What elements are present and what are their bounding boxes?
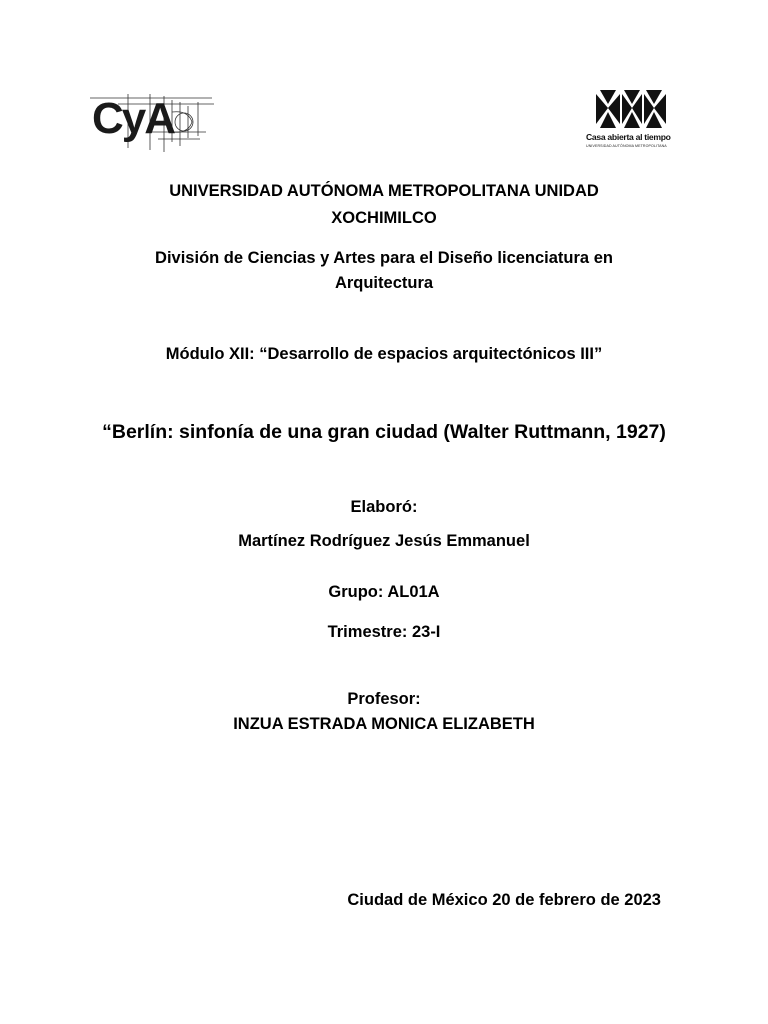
group-line: Grupo: AL01A	[328, 583, 440, 601]
professor-name: INZUA ESTRADA MONICA ELIZABETH	[233, 715, 535, 733]
document-title: “Berlín: sinfonía de una gran ciudad (Walter Ruttmann, 1927)	[102, 421, 666, 443]
division-line-2: Arquitectura	[334, 274, 434, 292]
author-label: Elaboró:	[350, 498, 418, 516]
date-line: Ciudad de México 20 de febrero de 2023	[347, 891, 661, 909]
uam-subtitle: UNIVERSIDAD AUTÓNOMA METROPOLITANA	[586, 144, 667, 148]
professor-label: Profesor:	[347, 690, 421, 708]
uam-logo	[586, 88, 680, 154]
uam-tagline: Casa abierta al tiempo	[586, 132, 671, 142]
uam-logo-icon	[586, 88, 680, 132]
university-line-2: XOCHIMILCO	[331, 209, 437, 227]
cya-logo-text: CyA	[92, 94, 175, 143]
cya-logo	[88, 92, 216, 154]
university-line-1: UNIVERSIDAD AUTÓNOMA METROPOLITANA UNIDAD	[169, 182, 599, 200]
term-line: Trimestre: 23-I	[327, 623, 441, 641]
author-name: Martínez Rodríguez Jesús Emmanuel	[238, 532, 530, 550]
division-line-1: División de Ciencias y Artes para el Diseño licenciatura en	[155, 249, 613, 267]
module-line: Módulo XII: “Desarrollo de espacios arquitectónicos III”	[165, 345, 603, 363]
